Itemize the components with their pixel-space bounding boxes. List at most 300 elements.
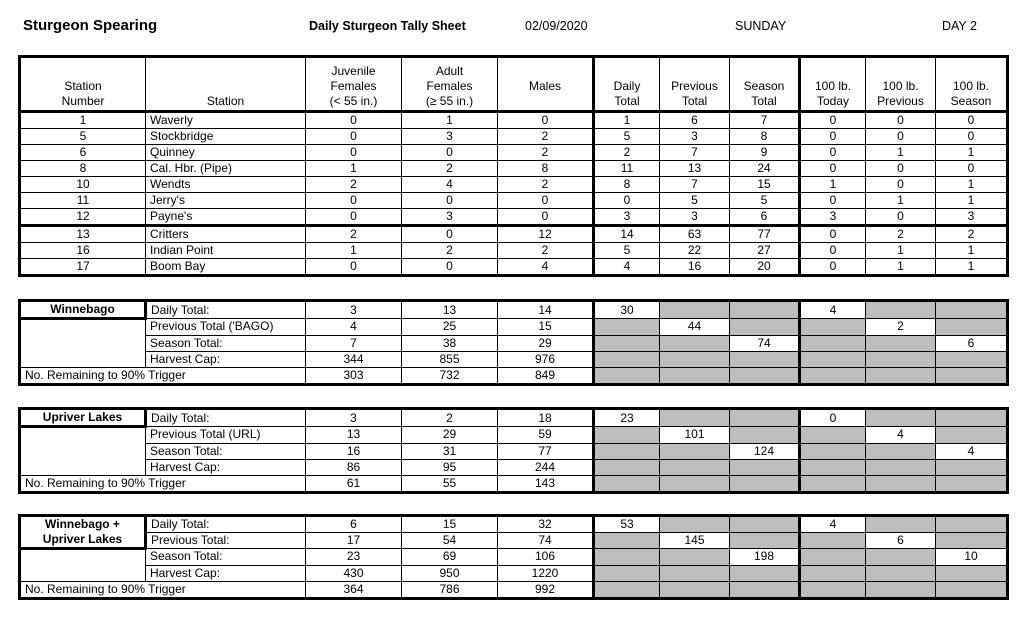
cell-lb_season: 1 [936,145,1008,161]
shaded-cell [800,565,866,581]
summary-row-label: Harvest Cap: [146,351,306,367]
cell-lb_season: 0 [936,161,1008,177]
shaded-cell [866,351,936,367]
shaded-cell [866,565,936,581]
shaded-cell [936,475,1008,492]
shaded-cell [866,443,936,459]
table-row [20,112,1008,129]
summary-value: 3 [306,409,402,427]
cell-lb_today: 1 [800,177,866,193]
shaded-cell [866,549,936,566]
shaded-cell [660,367,730,384]
cell-daily: 5 [594,129,660,145]
shaded-cell [730,319,800,336]
summary-row [20,549,1008,566]
cell-males: 0 [498,209,594,226]
cell-name: Stockbridge [146,129,306,145]
shaded-cell [936,427,1008,444]
trigger-value: 143 [498,475,594,492]
shaded-cell [730,427,800,444]
shaded-cell [936,459,1008,475]
summary-row [20,335,1008,351]
sheet-weekday: SUNDAY [735,19,787,33]
shaded-cell [730,367,800,384]
summary-row [20,533,1008,549]
col-season-total: Season Total [730,57,800,112]
summary-group-label-line: Upriver Lakes [42,410,123,424]
shaded-cell [800,427,866,444]
summary-value: 74 [498,533,594,549]
shaded-cell [660,409,730,427]
trigger-value: 786 [402,581,498,598]
cell-juv: 0 [306,129,402,145]
col-station-number: Station Number [20,57,146,112]
summary-blank-cell [20,443,146,459]
summary-row-label: Season Total: [146,443,306,459]
shaded-cell [866,459,936,475]
summary-total: 74 [730,335,800,351]
cell-daily: 2 [594,145,660,161]
shaded-cell [730,301,800,319]
shaded-cell [800,475,866,492]
shaded-cell [730,351,800,367]
cell-lb_today: 0 [800,145,866,161]
shaded-cell [594,351,660,367]
cell-adult: 0 [402,259,498,276]
summary-value: 7 [306,335,402,351]
cell-adult: 0 [402,193,498,209]
cell-lb_today: 3 [800,209,866,226]
table-row [20,193,1008,209]
summary-total: 124 [730,443,800,459]
shaded-cell [800,335,866,351]
summary-value: 6 [306,516,402,533]
cell-prev: 22 [660,243,730,259]
summary-100lb: 6 [866,533,936,549]
shaded-cell [594,367,660,384]
cell-adult: 0 [402,145,498,161]
shaded-cell [936,351,1008,367]
cell-daily: 4 [594,259,660,276]
summary-total: 23 [594,409,660,427]
summary-group-label-line: Winnebago + [45,517,120,531]
summary-row [20,319,1008,336]
cell-lb_prev: 1 [866,193,936,209]
shaded-cell [660,301,730,319]
shaded-cell [730,459,800,475]
cell-juv: 1 [306,161,402,177]
cell-season: 9 [730,145,800,161]
summary-100lb: 0 [800,409,866,427]
shaded-cell [866,367,936,384]
cell-adult: 0 [402,226,498,243]
cell-name: Waverly [146,112,306,129]
cell-season: 27 [730,243,800,259]
cell-name: Payne's [146,209,306,226]
shaded-cell [594,427,660,444]
cell-name: Quinney [146,145,306,161]
shaded-cell [594,475,660,492]
summary-blank-cell [20,335,146,351]
cell-juv: 0 [306,145,402,161]
summary-100lb: 6 [936,335,1008,351]
shaded-cell [730,409,800,427]
shaded-cell [730,533,800,549]
summary-value: 59 [498,427,594,444]
summary-value: 54 [402,533,498,549]
cell-lb_today: 0 [800,243,866,259]
trigger-label: No. Remaining to 90% Trigger [20,367,306,384]
summary-value: 86 [306,459,402,475]
col-station: Station [146,57,306,112]
summary-row-label: Season Total: [146,335,306,351]
shaded-cell [800,581,866,598]
table-row [20,145,1008,161]
summary-value: 13 [306,427,402,444]
cell-name: Jerry's [146,193,306,209]
trigger-value: 303 [306,367,402,384]
cell-adult: 3 [402,129,498,145]
summary-value: 38 [402,335,498,351]
shaded-cell [594,549,660,566]
shaded-cell [594,581,660,598]
summary-row [20,409,1008,427]
col-100lb-previous: 100 lb. Previous [866,57,936,112]
summary-row-label: Daily Total: [146,409,306,427]
shaded-cell [660,565,730,581]
cell-prev: 5 [660,193,730,209]
cell-juv: 2 [306,177,402,193]
summary-value: 1220 [498,565,594,581]
shaded-cell [866,516,936,533]
summary-value: 77 [498,443,594,459]
cell-daily: 14 [594,226,660,243]
cell-lb_season: 3 [936,209,1008,226]
cell-adult: 4 [402,177,498,193]
summary-row-label: Previous Total ('BAGO) [146,319,306,336]
summary-value: 430 [306,565,402,581]
summary-row [20,427,1008,444]
summary-value: 29 [498,335,594,351]
summary-upriver-lakes [18,407,1009,494]
cell-prev: 7 [660,145,730,161]
shaded-cell [660,581,730,598]
cell-num: 10 [20,177,146,193]
cell-lb_prev: 0 [866,112,936,129]
summary-blank-cell [20,549,146,566]
cell-adult: 3 [402,209,498,226]
summary-value: 29 [402,427,498,444]
summary-blank-cell [20,459,146,475]
shaded-cell [936,319,1008,336]
summary-100lb: 4 [800,301,866,319]
cell-name: Indian Point [146,243,306,259]
summary-blank-cell [20,427,146,444]
shaded-cell [660,549,730,566]
cell-prev: 16 [660,259,730,276]
table-row [20,177,1008,193]
summary-row [20,351,1008,367]
summary-value: 855 [402,351,498,367]
cell-lb_prev: 0 [866,161,936,177]
col-previous-total: Previous Total [660,57,730,112]
shaded-cell [866,335,936,351]
shaded-cell [866,301,936,319]
summary-value: 25 [402,319,498,336]
summary-row-label: Daily Total: [146,301,306,319]
trigger-value: 992 [498,581,594,598]
cell-daily: 0 [594,193,660,209]
cell-juv: 2 [306,226,402,243]
cell-juv: 1 [306,243,402,259]
summary-value: 4 [306,319,402,336]
summary-winnebago-upriver [18,514,1009,600]
cell-lb_prev: 2 [866,226,936,243]
summary-value: 15 [498,319,594,336]
summary-trigger-row [20,475,1008,492]
shaded-cell [730,475,800,492]
sheet-header [0,0,1024,50]
sheet-date: 02/09/2020 [525,19,588,33]
trigger-label: No. Remaining to 90% Trigger [20,475,306,492]
summary-value: 14 [498,301,594,319]
cell-lb_season: 1 [936,259,1008,276]
cell-season: 77 [730,226,800,243]
cell-lb_season: 1 [936,177,1008,193]
summary-value: 976 [498,351,594,367]
cell-prev: 7 [660,177,730,193]
shaded-cell [594,565,660,581]
summary-value: 18 [498,409,594,427]
cell-lb_today: 0 [800,112,866,129]
shaded-cell [800,319,866,336]
cell-adult: 2 [402,243,498,259]
shaded-cell [800,533,866,549]
cell-lb_season: 2 [936,226,1008,243]
summary-value: 17 [306,533,402,549]
shaded-cell [594,443,660,459]
cell-adult: 2 [402,161,498,177]
cell-num: 5 [20,129,146,145]
cell-lb_today: 0 [800,259,866,276]
station-rows [20,112,1008,276]
shaded-cell [730,581,800,598]
table-row [20,209,1008,226]
summary-value: 15 [402,516,498,533]
summary-value: 106 [498,549,594,566]
shaded-cell [866,581,936,598]
summary-row [20,459,1008,475]
cell-males: 2 [498,177,594,193]
shaded-cell [660,516,730,533]
summary-winnebago [18,299,1009,386]
cell-juv: 0 [306,112,402,129]
summary-group-label [20,409,146,427]
cell-males: 2 [498,243,594,259]
page-title: Sturgeon Spearing [23,17,158,34]
cell-prev: 13 [660,161,730,177]
cell-lb_prev: 1 [866,243,936,259]
shaded-cell [800,367,866,384]
summary-total: 198 [730,549,800,566]
column-header-row [20,57,1008,112]
cell-name: Boom Bay [146,259,306,276]
table-row [20,243,1008,259]
shaded-cell [660,351,730,367]
cell-name: Cal. Hbr. (Pipe) [146,161,306,177]
summary-100lb: 4 [936,443,1008,459]
table-row [20,129,1008,145]
summary-value: 950 [402,565,498,581]
cell-daily: 3 [594,209,660,226]
summary-blank-cell [20,565,146,581]
cell-lb_season: 0 [936,129,1008,145]
shaded-cell [730,516,800,533]
cell-lb_today: 0 [800,226,866,243]
cell-prev: 6 [660,112,730,129]
trigger-value: 55 [402,475,498,492]
col-males: Males [498,57,594,112]
cell-lb_today: 0 [800,129,866,145]
cell-males: 2 [498,145,594,161]
cell-daily: 1 [594,112,660,129]
summary-row-label: Daily Total: [146,516,306,533]
shaded-cell [936,581,1008,598]
cell-prev: 3 [660,129,730,145]
cell-daily: 11 [594,161,660,177]
trigger-value: 364 [306,581,402,598]
summary-100lb: 4 [866,427,936,444]
summary-value: 344 [306,351,402,367]
cell-season: 7 [730,112,800,129]
summary-value: 32 [498,516,594,533]
trigger-label: No. Remaining to 90% Trigger [20,581,306,598]
cell-season: 6 [730,209,800,226]
shaded-cell [660,459,730,475]
summary-group-label-line: Upriver Lakes [42,532,123,546]
cell-lb_today: 0 [800,161,866,177]
cell-males: 0 [498,112,594,129]
sheet-name: Daily Sturgeon Tally Sheet [309,19,466,33]
cell-lb_season: 0 [936,112,1008,129]
cell-males: 0 [498,193,594,209]
summary-row-label: Previous Total (URL) [146,427,306,444]
cell-prev: 3 [660,209,730,226]
summary-value: 69 [402,549,498,566]
trigger-value: 849 [498,367,594,384]
trigger-value: 61 [306,475,402,492]
cell-juv: 0 [306,193,402,209]
summary-group-label [20,301,146,319]
cell-num: 12 [20,209,146,226]
shaded-cell [800,549,866,566]
summary-value: 31 [402,443,498,459]
summary-total: 101 [660,427,730,444]
shaded-cell [936,367,1008,384]
cell-num: 8 [20,161,146,177]
summary-row [20,301,1008,319]
sheet-day: DAY 2 [942,19,977,33]
cell-lb_today: 0 [800,193,866,209]
shaded-cell [594,533,660,549]
summary-group-label-line: Winnebago [50,302,115,316]
cell-season: 5 [730,193,800,209]
shaded-cell [936,301,1008,319]
col-juvenile-females: Juvenile Females (< 55 in.) [306,57,402,112]
summary-row-label: Harvest Cap: [146,565,306,581]
shaded-cell [660,335,730,351]
shaded-cell [866,475,936,492]
trigger-value: 732 [402,367,498,384]
summary-value: 3 [306,301,402,319]
summary-total: 53 [594,516,660,533]
cell-season: 8 [730,129,800,145]
summary-100lb: 2 [866,319,936,336]
cell-season: 20 [730,259,800,276]
cell-num: 6 [20,145,146,161]
cell-prev: 63 [660,226,730,243]
col-100lb-season: 100 lb. Season [936,57,1008,112]
summary-row [20,443,1008,459]
cell-daily: 8 [594,177,660,193]
summary-value: 23 [306,549,402,566]
cell-lb_prev: 1 [866,145,936,161]
cell-lb_prev: 0 [866,209,936,226]
cell-lb_prev: 1 [866,259,936,276]
cell-males: 2 [498,129,594,145]
cell-num: 13 [20,226,146,243]
col-daily-total: Daily Total [594,57,660,112]
summary-trigger-row [20,367,1008,384]
shaded-cell [660,475,730,492]
cell-num: 1 [20,112,146,129]
cell-season: 24 [730,161,800,177]
summary-row-label: Season Total: [146,549,306,566]
shaded-cell [594,319,660,336]
cell-name: Wendts [146,177,306,193]
summary-total: 30 [594,301,660,319]
summary-value: 244 [498,459,594,475]
cell-daily: 5 [594,243,660,259]
shaded-cell [936,565,1008,581]
summary-total: 44 [660,319,730,336]
cell-males: 8 [498,161,594,177]
summary-row-label: Previous Total: [146,533,306,549]
shaded-cell [936,409,1008,427]
summary-value: 13 [402,301,498,319]
summary-100lb: 4 [800,516,866,533]
cell-name: Critters [146,226,306,243]
cell-num: 17 [20,259,146,276]
summary-trigger-row [20,581,1008,598]
summary-value: 2 [402,409,498,427]
cell-num: 16 [20,243,146,259]
summary-value: 16 [306,443,402,459]
cell-males: 12 [498,226,594,243]
table-row [20,259,1008,276]
cell-season: 15 [730,177,800,193]
station-tally-table [18,55,1009,277]
table-row [20,161,1008,177]
summary-value: 95 [402,459,498,475]
shaded-cell [594,459,660,475]
cell-lb_prev: 0 [866,177,936,193]
summary-100lb: 10 [936,549,1008,566]
shaded-cell [936,533,1008,549]
cell-males: 4 [498,259,594,276]
shaded-cell [866,409,936,427]
table-row [20,226,1008,243]
